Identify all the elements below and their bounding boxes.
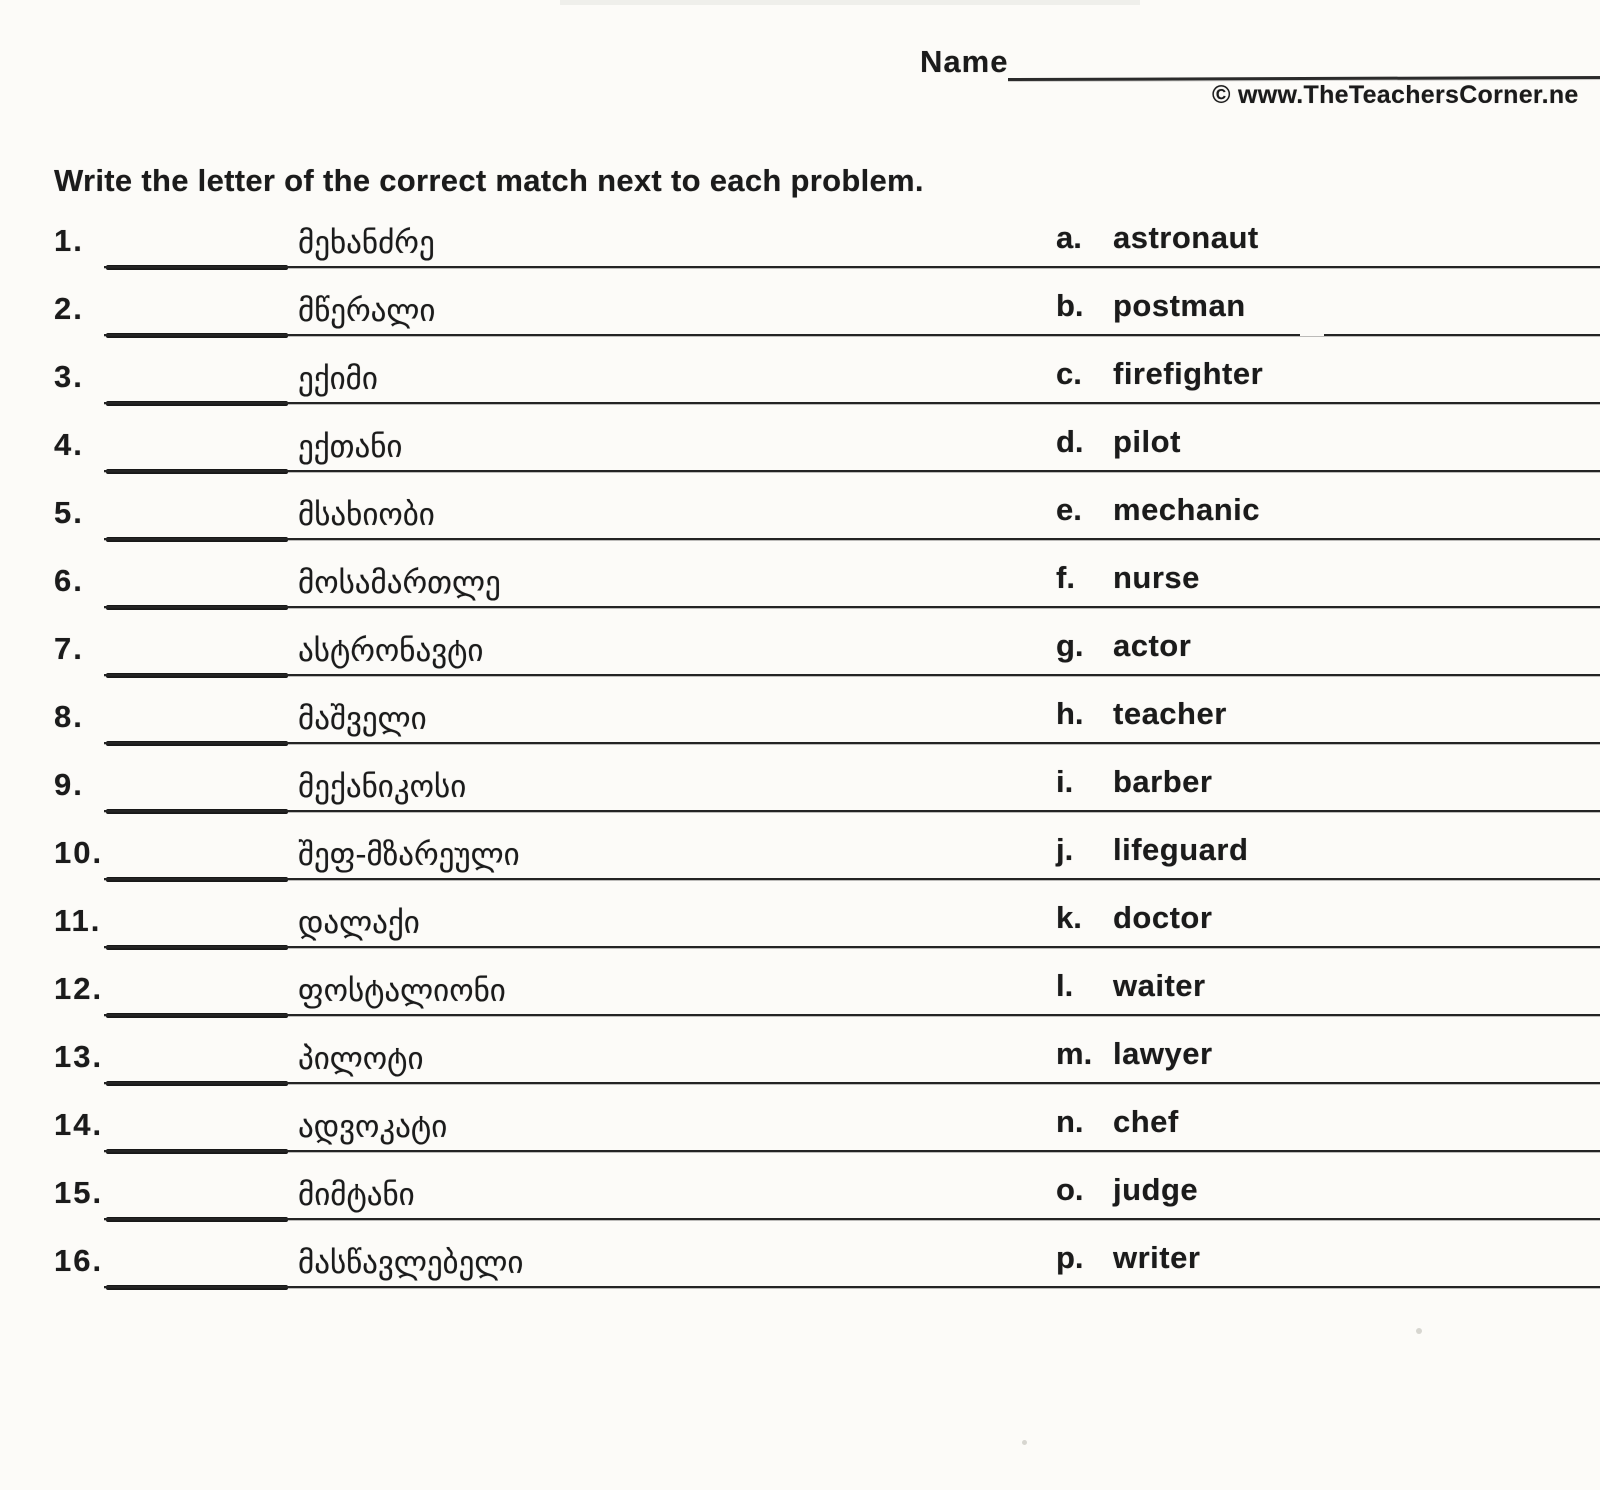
answer-word: barber xyxy=(1113,764,1213,799)
scan-speck xyxy=(1022,1440,1027,1445)
problem-word: მიმტანი xyxy=(298,1177,415,1213)
answer-word: firefighter xyxy=(1113,356,1264,391)
problem-word: დალაქი xyxy=(298,905,420,941)
problem-number: 7. xyxy=(54,631,84,666)
answer-letter: p. xyxy=(1056,1240,1084,1275)
answer-letter: h. xyxy=(1056,696,1084,731)
problem-word: ექთანი xyxy=(298,429,403,465)
problem-word: მექანიკოსი xyxy=(298,769,467,805)
matching-row xyxy=(0,268,1600,336)
problem-number: 15. xyxy=(54,1175,104,1210)
problem-number: 8. xyxy=(54,699,84,734)
problem-word: პილოტი xyxy=(298,1041,424,1077)
problem-word: მეხანძრე xyxy=(298,225,435,261)
answer-word: postman xyxy=(1113,288,1246,323)
matching-row xyxy=(0,404,1600,472)
answer-word: doctor xyxy=(1113,900,1213,935)
problem-number: 1. xyxy=(54,223,84,258)
answer-letter: e. xyxy=(1056,492,1082,527)
problem-word: მწერალი xyxy=(298,293,436,329)
problem-number: 3. xyxy=(54,359,84,394)
matching-row xyxy=(0,336,1600,404)
name-label: Name xyxy=(920,44,1009,79)
answer-word: astronaut xyxy=(1113,220,1259,255)
matching-row xyxy=(0,676,1600,744)
problem-number: 12. xyxy=(54,971,104,1006)
problem-number: 13. xyxy=(54,1039,104,1074)
matching-row xyxy=(0,608,1600,676)
answer-word: judge xyxy=(1113,1172,1199,1207)
problem-number: 10. xyxy=(54,835,104,870)
problem-number: 5. xyxy=(54,495,84,530)
matching-row xyxy=(0,880,1600,948)
answer-letter: k. xyxy=(1056,900,1082,935)
problem-word: ასტრონავტი xyxy=(298,633,484,669)
answer-letter: n. xyxy=(1056,1104,1084,1139)
problem-word: მოსამართლე xyxy=(298,565,501,601)
answer-letter: a. xyxy=(1056,220,1082,255)
problem-word: ექიმი xyxy=(298,361,378,397)
answer-letter: m. xyxy=(1056,1036,1093,1071)
page-instruction: Write the letter of the correct match next to each problem. xyxy=(54,163,924,198)
problem-word: ადვოკატი xyxy=(298,1109,448,1145)
problem-number: 6. xyxy=(54,563,84,598)
matching-row xyxy=(0,948,1600,1016)
answer-letter: l. xyxy=(1056,968,1074,1003)
answer-letter: f. xyxy=(1056,560,1075,595)
matching-row xyxy=(0,1152,1600,1220)
answer-letter: i. xyxy=(1056,764,1074,799)
answer-word: lawyer xyxy=(1113,1036,1213,1071)
answer-word: pilot xyxy=(1113,424,1181,459)
answer-word: mechanic xyxy=(1113,492,1261,527)
problem-word: შეფ-მზარეული xyxy=(298,837,520,873)
matching-row xyxy=(0,812,1600,880)
answer-word: lifeguard xyxy=(1113,832,1249,867)
matching-row xyxy=(0,744,1600,812)
problem-number: 14. xyxy=(54,1107,104,1142)
problem-word: ფოსტალიონი xyxy=(298,973,506,1009)
problem-number: 11. xyxy=(54,903,102,938)
answer-letter: b. xyxy=(1056,288,1084,323)
answer-word: waiter xyxy=(1113,968,1206,1003)
problem-number: 9. xyxy=(54,767,84,802)
answer-letter: d. xyxy=(1056,424,1084,459)
problem-word: მაშველი xyxy=(298,701,427,737)
answer-word: teacher xyxy=(1113,696,1227,731)
answer-word: actor xyxy=(1113,628,1192,663)
answer-word: chef xyxy=(1113,1104,1179,1139)
problem-word: მასწავლებელი xyxy=(298,1245,524,1281)
matching-row xyxy=(0,472,1600,540)
copyright-text: © www.TheTeachersCorner.ne xyxy=(1212,81,1579,109)
answer-letter: o. xyxy=(1056,1172,1084,1207)
matching-list xyxy=(0,200,1600,1288)
answer-letter: j. xyxy=(1056,832,1074,867)
matching-row xyxy=(0,200,1600,268)
problem-number: 16. xyxy=(54,1243,104,1278)
problem-number: 2. xyxy=(54,291,84,326)
matching-row xyxy=(0,1016,1600,1084)
answer-letter: c. xyxy=(1056,356,1082,391)
scan-speck xyxy=(1416,1328,1422,1334)
matching-row xyxy=(0,1084,1600,1152)
problem-number: 4. xyxy=(54,427,84,462)
row-line xyxy=(104,1286,1600,1288)
answer-word: writer xyxy=(1113,1240,1201,1275)
answer-letter: g. xyxy=(1056,628,1084,663)
matching-row xyxy=(0,1220,1600,1288)
scanner-edge-artifact xyxy=(560,0,1140,5)
answer-word: nurse xyxy=(1113,560,1200,595)
matching-row xyxy=(0,540,1600,608)
problem-word: მსახიობი xyxy=(298,497,435,533)
